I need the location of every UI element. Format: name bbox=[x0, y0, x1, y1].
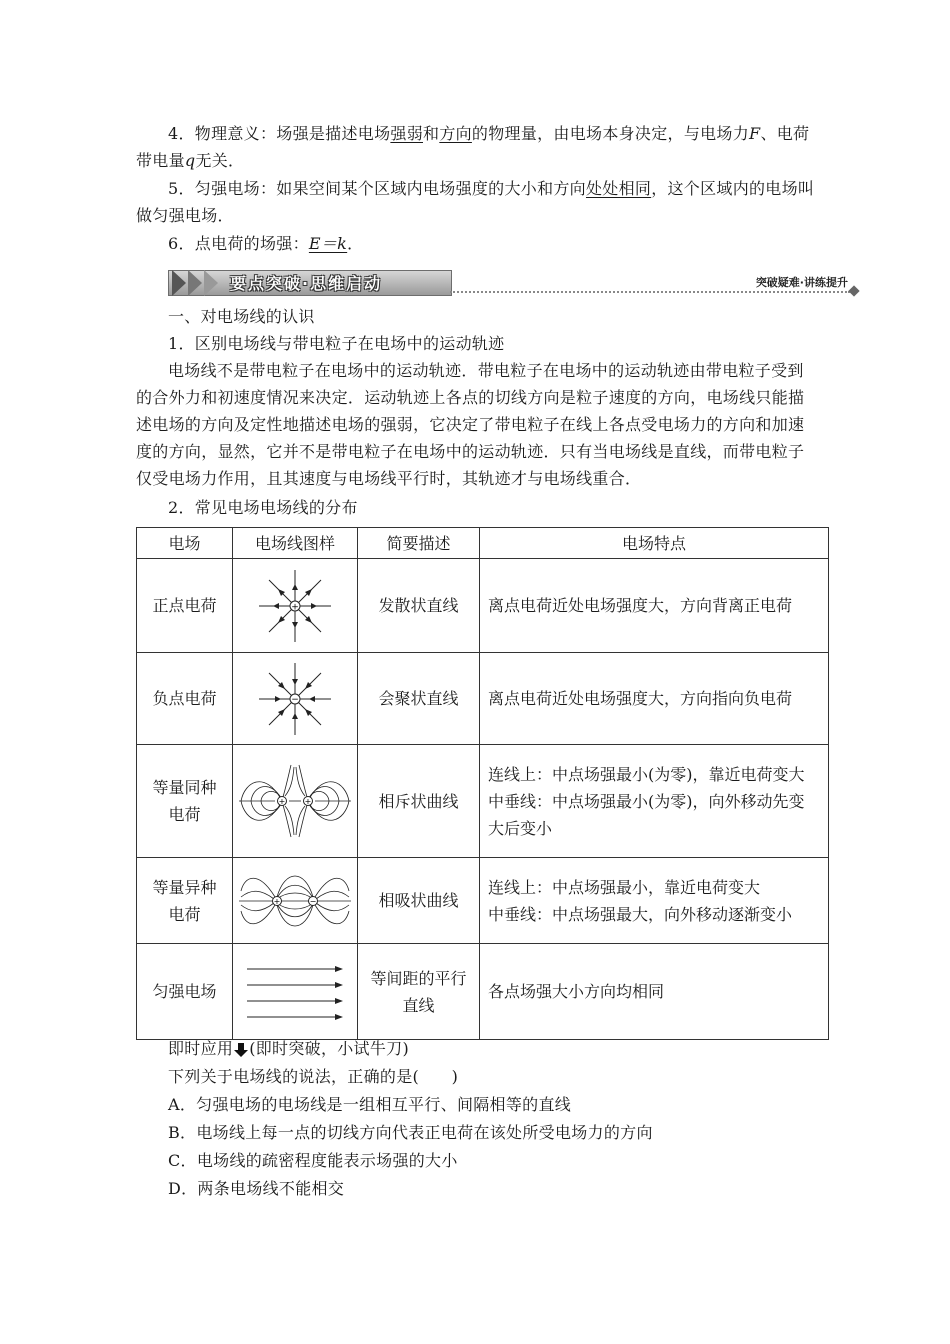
figure-cell bbox=[233, 858, 358, 944]
svg-text:+: + bbox=[304, 797, 312, 806]
like-charges-field-icon bbox=[239, 764, 351, 838]
section-banner bbox=[168, 266, 858, 298]
banner-dotted-line bbox=[450, 291, 850, 293]
positive-charge-field-icon bbox=[255, 566, 335, 646]
header-cell: 简要描述 bbox=[358, 528, 480, 559]
feature-cell: 各点场强大小方向均相同 bbox=[480, 944, 829, 1040]
figure-cell bbox=[233, 653, 358, 745]
header-cell: 电场线图样 bbox=[233, 528, 358, 559]
figure-cell bbox=[233, 745, 358, 858]
field-cell: 等量同种电荷 bbox=[137, 745, 233, 858]
body-paragraph: 电场线不是带电粒子在电场中的运动轨迹．带电粒子在电场中的运动轨迹由带电粒子受到的合外力和初速度情况来决定．运动轨迹上各点的切线方向是粒子速度的方向，电场线只能描述电场的方向及定性地描述电场的强弱，它决定了带电粒子在线上各点受电场力的方向和加速度的方向，显然，它并不是带电粒子在电场中的运动轨迹．只有当电场线是直线，而带电粒子仅受电场力作用，且其速度与电场线平行时，其轨迹才与电场线重合． bbox=[136, 361, 805, 488]
table-header-row bbox=[137, 528, 829, 559]
field-cell: 负点电荷 bbox=[137, 653, 233, 745]
field-lines-table bbox=[136, 527, 829, 1040]
svg-text:+: + bbox=[278, 797, 286, 806]
option-a: A．匀强电场的电场线是一组相互平行、间隔相等的直线 bbox=[168, 1095, 572, 1114]
svg-text:−: − bbox=[309, 896, 317, 906]
desc-cell: 相斥状曲线 bbox=[358, 745, 480, 858]
svg-text:+: + bbox=[273, 896, 281, 906]
desc-cell: 发散状直线 bbox=[358, 559, 480, 653]
field-cell: 等量异种电荷 bbox=[137, 858, 233, 944]
desc-cell: 相吸状曲线 bbox=[358, 858, 480, 944]
figure-cell bbox=[233, 944, 358, 1040]
table-row bbox=[137, 559, 829, 653]
option-b: B．电场线上每一点的切线方向代表正电荷在该处所受电场力的方向 bbox=[168, 1123, 653, 1142]
paragraph-4: 4．物理意义：场强是描述电场强弱和方向的物理量，由电场本身决定，与电场力F、电荷带电量q无关． bbox=[136, 124, 810, 170]
practice-label: 即时应用 (即时突破，小试牛刀) bbox=[168, 1039, 409, 1058]
svg-text:+: + bbox=[291, 602, 299, 612]
header-cell: 电场特点 bbox=[480, 528, 829, 559]
table-row bbox=[137, 858, 829, 944]
subheading-2: 2．常见电场电场线的分布 bbox=[168, 498, 358, 517]
option-d: D．两条电场线不能相交 bbox=[168, 1179, 345, 1198]
negative-charge-field-icon bbox=[255, 659, 335, 739]
uniform-field-icon bbox=[243, 957, 347, 1027]
chevron-icon bbox=[188, 270, 202, 296]
diamond-icon bbox=[848, 285, 859, 296]
feature-cell: 离点电荷近处电场强度大，方向指向负电荷 bbox=[480, 653, 829, 745]
banner-subtitle: 突破疑难·讲练提升 bbox=[755, 276, 848, 289]
feature-cell: 离点电荷近处电场强度大，方向背离正电荷 bbox=[480, 559, 829, 653]
desc-cell: 会聚状直线 bbox=[358, 653, 480, 745]
svg-text:−: − bbox=[291, 694, 299, 705]
header-cell: 电场 bbox=[137, 528, 233, 559]
unlike-charges-field-icon bbox=[239, 866, 351, 936]
question-text: 下列关于电场线的说法，正确的是( ) bbox=[168, 1067, 459, 1086]
subheading-1: 1．区别电场线与带电粒子在电场中的运动轨迹 bbox=[168, 334, 505, 353]
option-c: C．电场线的疏密程度能表示场强的大小 bbox=[168, 1151, 458, 1170]
section-heading: 一、对电场线的认识 bbox=[168, 307, 315, 326]
figure-cell bbox=[233, 559, 358, 653]
field-cell: 匀强电场 bbox=[137, 944, 233, 1040]
table-row bbox=[137, 653, 829, 745]
feature-cell: 连线上：中点场强最小，靠近电荷变大 中垂线：中点场强最大，向外移动逐渐变小 bbox=[480, 858, 829, 944]
banner-title: 要点突破·思维启动 bbox=[230, 274, 383, 293]
table-row bbox=[137, 944, 829, 1040]
paragraph-6: 6．点电荷的场强：E＝k． bbox=[168, 234, 364, 253]
arrow-down-icon bbox=[233, 1042, 249, 1058]
chevron-icon bbox=[204, 270, 218, 296]
table-row bbox=[137, 745, 829, 858]
chevron-icon bbox=[172, 270, 186, 296]
field-cell: 正点电荷 bbox=[137, 559, 233, 653]
desc-cell: 等间距的平行直线 bbox=[358, 944, 480, 1040]
paragraph-5: 5．匀强电场：如果空间某个区域内电场强度的大小和方向处处相同，这个区域内的电场叫做匀强电场． bbox=[136, 179, 815, 225]
feature-cell: 连线上：中点场强最小(为零)，靠近电荷变大 中垂线：中点场强最小(为零)，向外移动先变大后变小 bbox=[480, 745, 829, 858]
